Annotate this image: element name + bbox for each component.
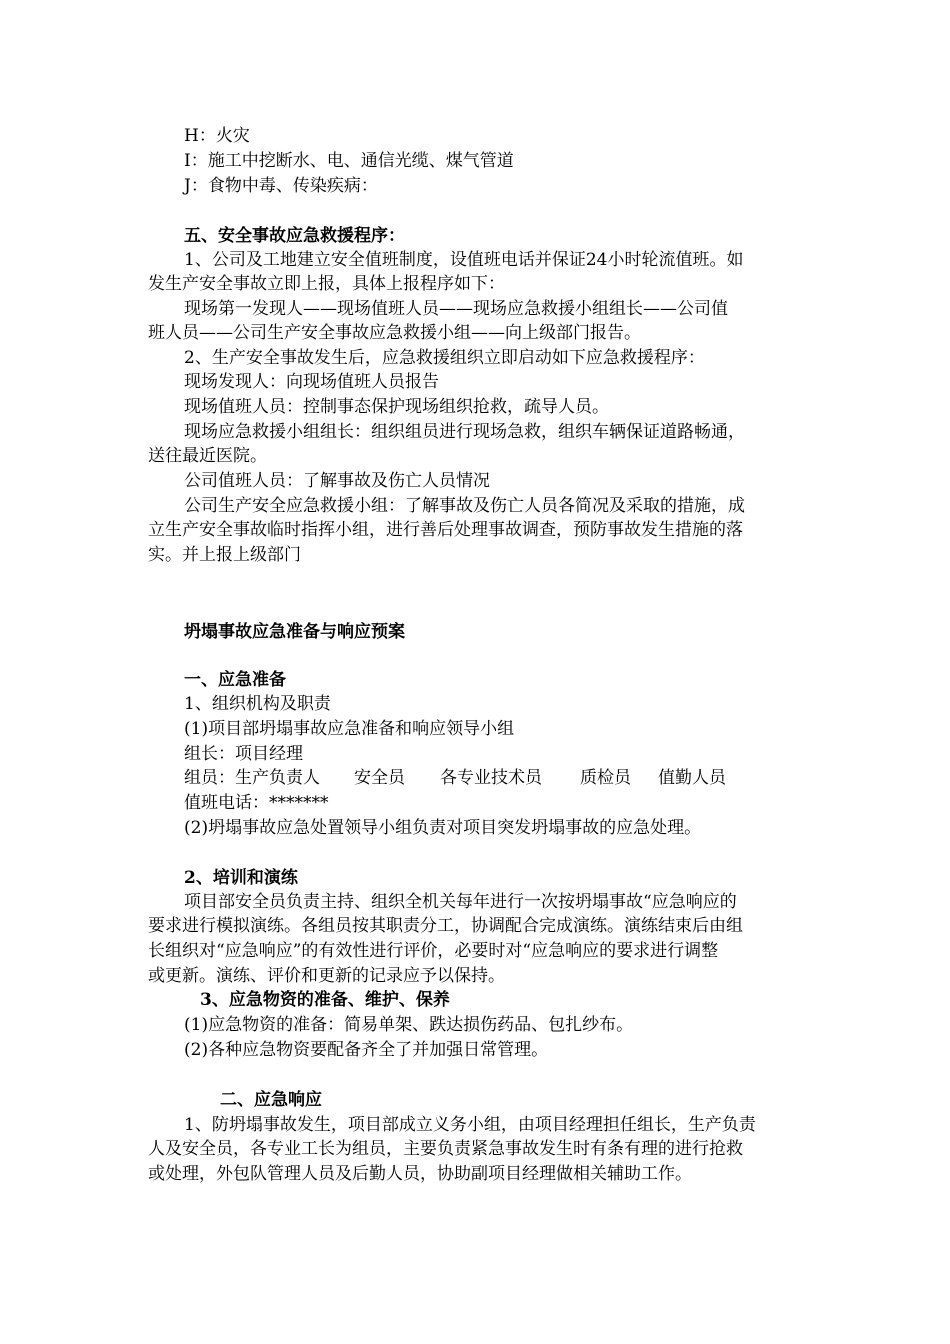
section-heading-5: 五、安全事故应急救援程序：: [184, 226, 405, 246]
list-item-j: J：食物中毒、传染疾病：: [184, 176, 378, 196]
section-heading-supply: 3、应急物资的准备、维护、保养: [200, 990, 450, 1010]
plan-title: 坍塌事故应急准备与响应预案: [184, 622, 405, 642]
paragraph-line: 长组织对“应急响应”的有效性进行评价，必要时对“应急响应的要求进行调整: [148, 941, 719, 961]
paragraph-line: (1)应急物资的准备：简易单架、跌达损伤药品、包扎纱布。: [184, 1015, 634, 1035]
members-label: 组员：生产负责人: [184, 768, 320, 788]
list-item-i: I：施工中挖断水、电、通信光缆、煤气管道: [184, 151, 514, 171]
paragraph-line: 发生产安全事故立即上报，具体上报程序如下：: [148, 274, 505, 294]
paragraph-line: 现场应急救援小组组长：组织组员进行现场急救，组织车辆保证道路畅通，: [184, 422, 745, 442]
paragraph-line: (1)项目部坍塌事故应急准备和响应领导小组: [184, 719, 515, 739]
paragraph-line: 值班电话：*******: [184, 793, 329, 813]
section-heading-response: 二、应急响应: [220, 1090, 322, 1110]
paragraph-line: 现场值班人员：控制事态保护现场组织抢救，疏导人员。: [184, 397, 609, 417]
paragraph-line: (2)坍塌事故应急处置领导小组负责对项目突发坍塌事故的应急处理。: [184, 818, 702, 838]
paragraph-line: 现场第一发现人——现场值班人员——现场应急救援小组组长——公司值: [184, 299, 728, 319]
paragraph-line: 公司生产安全应急救援小组：了解事故及伤亡人员各简况及采取的措施，成: [184, 496, 745, 516]
paragraph-line: 1、组织机构及职责: [184, 694, 331, 714]
member-item: 值勤人员: [658, 768, 726, 788]
paragraph-line: 或更新。演练、评价和更新的记录应予以保持。: [148, 966, 505, 986]
paragraph-line: 1、防坍塌事故发生，项目部成立义务小组，由项目经理担任组长，生产负责: [184, 1115, 756, 1135]
paragraph-line: 或处理，外包队管理人员及后勤人员，协助副项目经理做相关辅助工作。: [148, 1164, 692, 1184]
member-item: 质检员: [580, 768, 631, 788]
paragraph-line: 人及安全员，各专业工长为组员，主要负责紧急事故发生时有条有理的进行抢救: [148, 1139, 743, 1159]
paragraph-line: 项目部安全员负责主持、组织全机关每年进行一次按坍塌事故“应急响应的: [184, 892, 737, 912]
paragraph-line: (2)各种应急物资要配备齐全了并加强日常管理。: [184, 1040, 549, 1060]
paragraph-line: 班人员——公司生产安全事故应急救援小组——向上级部门报告。: [148, 323, 641, 343]
paragraph-line: 实。并上报上级部门: [148, 545, 301, 565]
member-item: 安全员: [354, 768, 405, 788]
paragraph-line: 1、公司及工地建立安全值班制度，设值班电话并保证24小时轮流值班。如: [184, 250, 744, 270]
paragraph-line: 2、生产安全事故发生后，应急救援组织立即启动如下应急救援程序：: [184, 348, 705, 368]
paragraph-line: 要求进行模拟演练。各组员按其职责分工，协调配合完成演练。演练结束后由组: [148, 916, 743, 936]
member-item: 各专业技术员: [440, 768, 542, 788]
section-heading-train: 2、培训和演练: [184, 868, 298, 888]
paragraph-line: 现场发现人：向现场值班人员报告: [184, 372, 439, 392]
paragraph-line: 立生产安全事故临时指挥小组，进行善后处理事故调查，预防事故发生措施的落: [148, 520, 743, 540]
paragraph-line: 组长：项目经理: [184, 744, 303, 764]
list-item-h: H：火灾: [184, 126, 250, 146]
members-line: [184, 766, 844, 791]
paragraph-line: 公司值班人员：了解事故及伤亡人员情况: [184, 471, 490, 491]
paragraph-line: 送往最近医院。: [148, 446, 267, 466]
section-heading-prep: 一、应急准备: [184, 670, 286, 690]
